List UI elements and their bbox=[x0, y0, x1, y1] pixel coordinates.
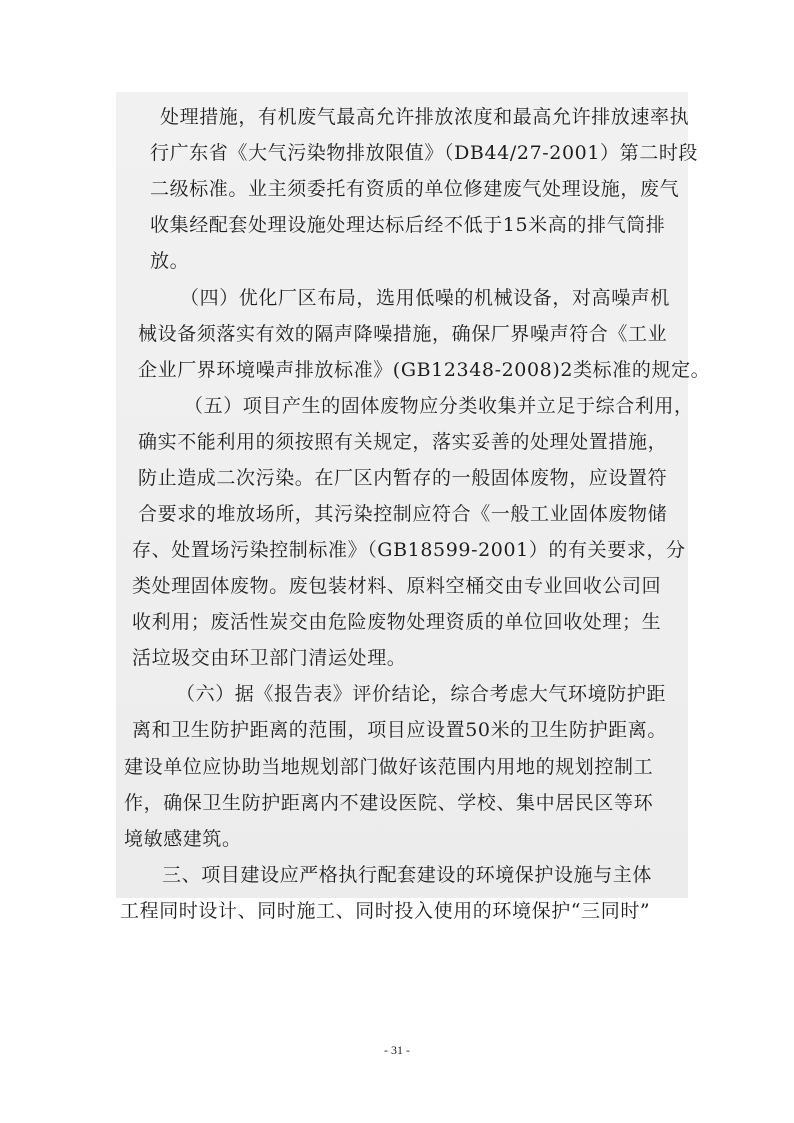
body-text-line: 处理措施，有机废气最高允许排放浓度和最高允许排放速率执 bbox=[160, 106, 690, 128]
body-text-line: 三、项目建设应严格执行配套建设的环境保护设施与主体 bbox=[162, 864, 653, 886]
body-text-line: 行广东省《大气污染物排放限值》（DB44/27-2001）第二时段 bbox=[150, 142, 699, 164]
body-text-line: 械设备须落实有效的隔声降噪措施，确保厂界噪声符合《工业 bbox=[138, 323, 668, 345]
body-text-line: 放。 bbox=[150, 250, 190, 272]
body-text-line: 防止造成二次污染。在厂区内暂存的一般固体废物，应设置符 bbox=[138, 467, 668, 489]
body-text-line: 类处理固体废物。废包装材料、原料空桶交由专业回收公司回 bbox=[132, 575, 662, 597]
body-text-line: 企业厂界环境噪声排放标准》(GB12348-2008)2类标准的规定。 bbox=[138, 359, 711, 381]
body-text-line: 确实不能利用的须按照有关规定，落实妥善的处理处置措施， bbox=[138, 431, 668, 453]
body-text-line: 收利用；废活性炭交由危险废物处理资质的单位回收处理；生 bbox=[132, 611, 662, 633]
body-text-line: （六）据《报告表》评价结论，综合考虑大气环境防护距 bbox=[176, 683, 667, 705]
body-text-line: 境敏感建筑。 bbox=[124, 828, 242, 850]
body-text-line: 收集经配套处理设施处理达标后经不低于15米高的排气筒排 bbox=[150, 214, 666, 236]
body-text-line: 作，确保卫生防护距离内不建设医院、学校、集中居民区等环 bbox=[124, 792, 654, 814]
body-text-line: （四）优化厂区布局，选用低噪的机械设备，对高噪声机 bbox=[180, 287, 671, 309]
body-text-line: 存、处置场污染控制标准》（GB18599-2001）的有关要求，分 bbox=[132, 539, 686, 561]
body-text-line: 建设单位应协助当地规划部门做好该范围内用地的规划控制工 bbox=[124, 756, 654, 778]
body-text-line: 活垃圾交由环卫部门清运处理。 bbox=[132, 647, 407, 669]
page-number: - 31 - bbox=[384, 1043, 410, 1057]
body-text-line: 合要求的堆放场所，其污染控制应符合《一般工业固体废物储 bbox=[138, 503, 668, 525]
body-text-line: （五）项目产生的固体废物应分类收集并立足于综合利用， bbox=[184, 395, 694, 417]
body-text-line: 二级标准。业主须委托有资质的单位修建废气处理设施，废气 bbox=[150, 178, 680, 200]
body-text-line: 工程同时设计、同时施工、同时投入使用的环境保护“三同时” bbox=[120, 900, 651, 922]
body-text-line: 离和卫生防护距离的范围，项目应设置50米的卫生防护距离。 bbox=[132, 719, 667, 741]
